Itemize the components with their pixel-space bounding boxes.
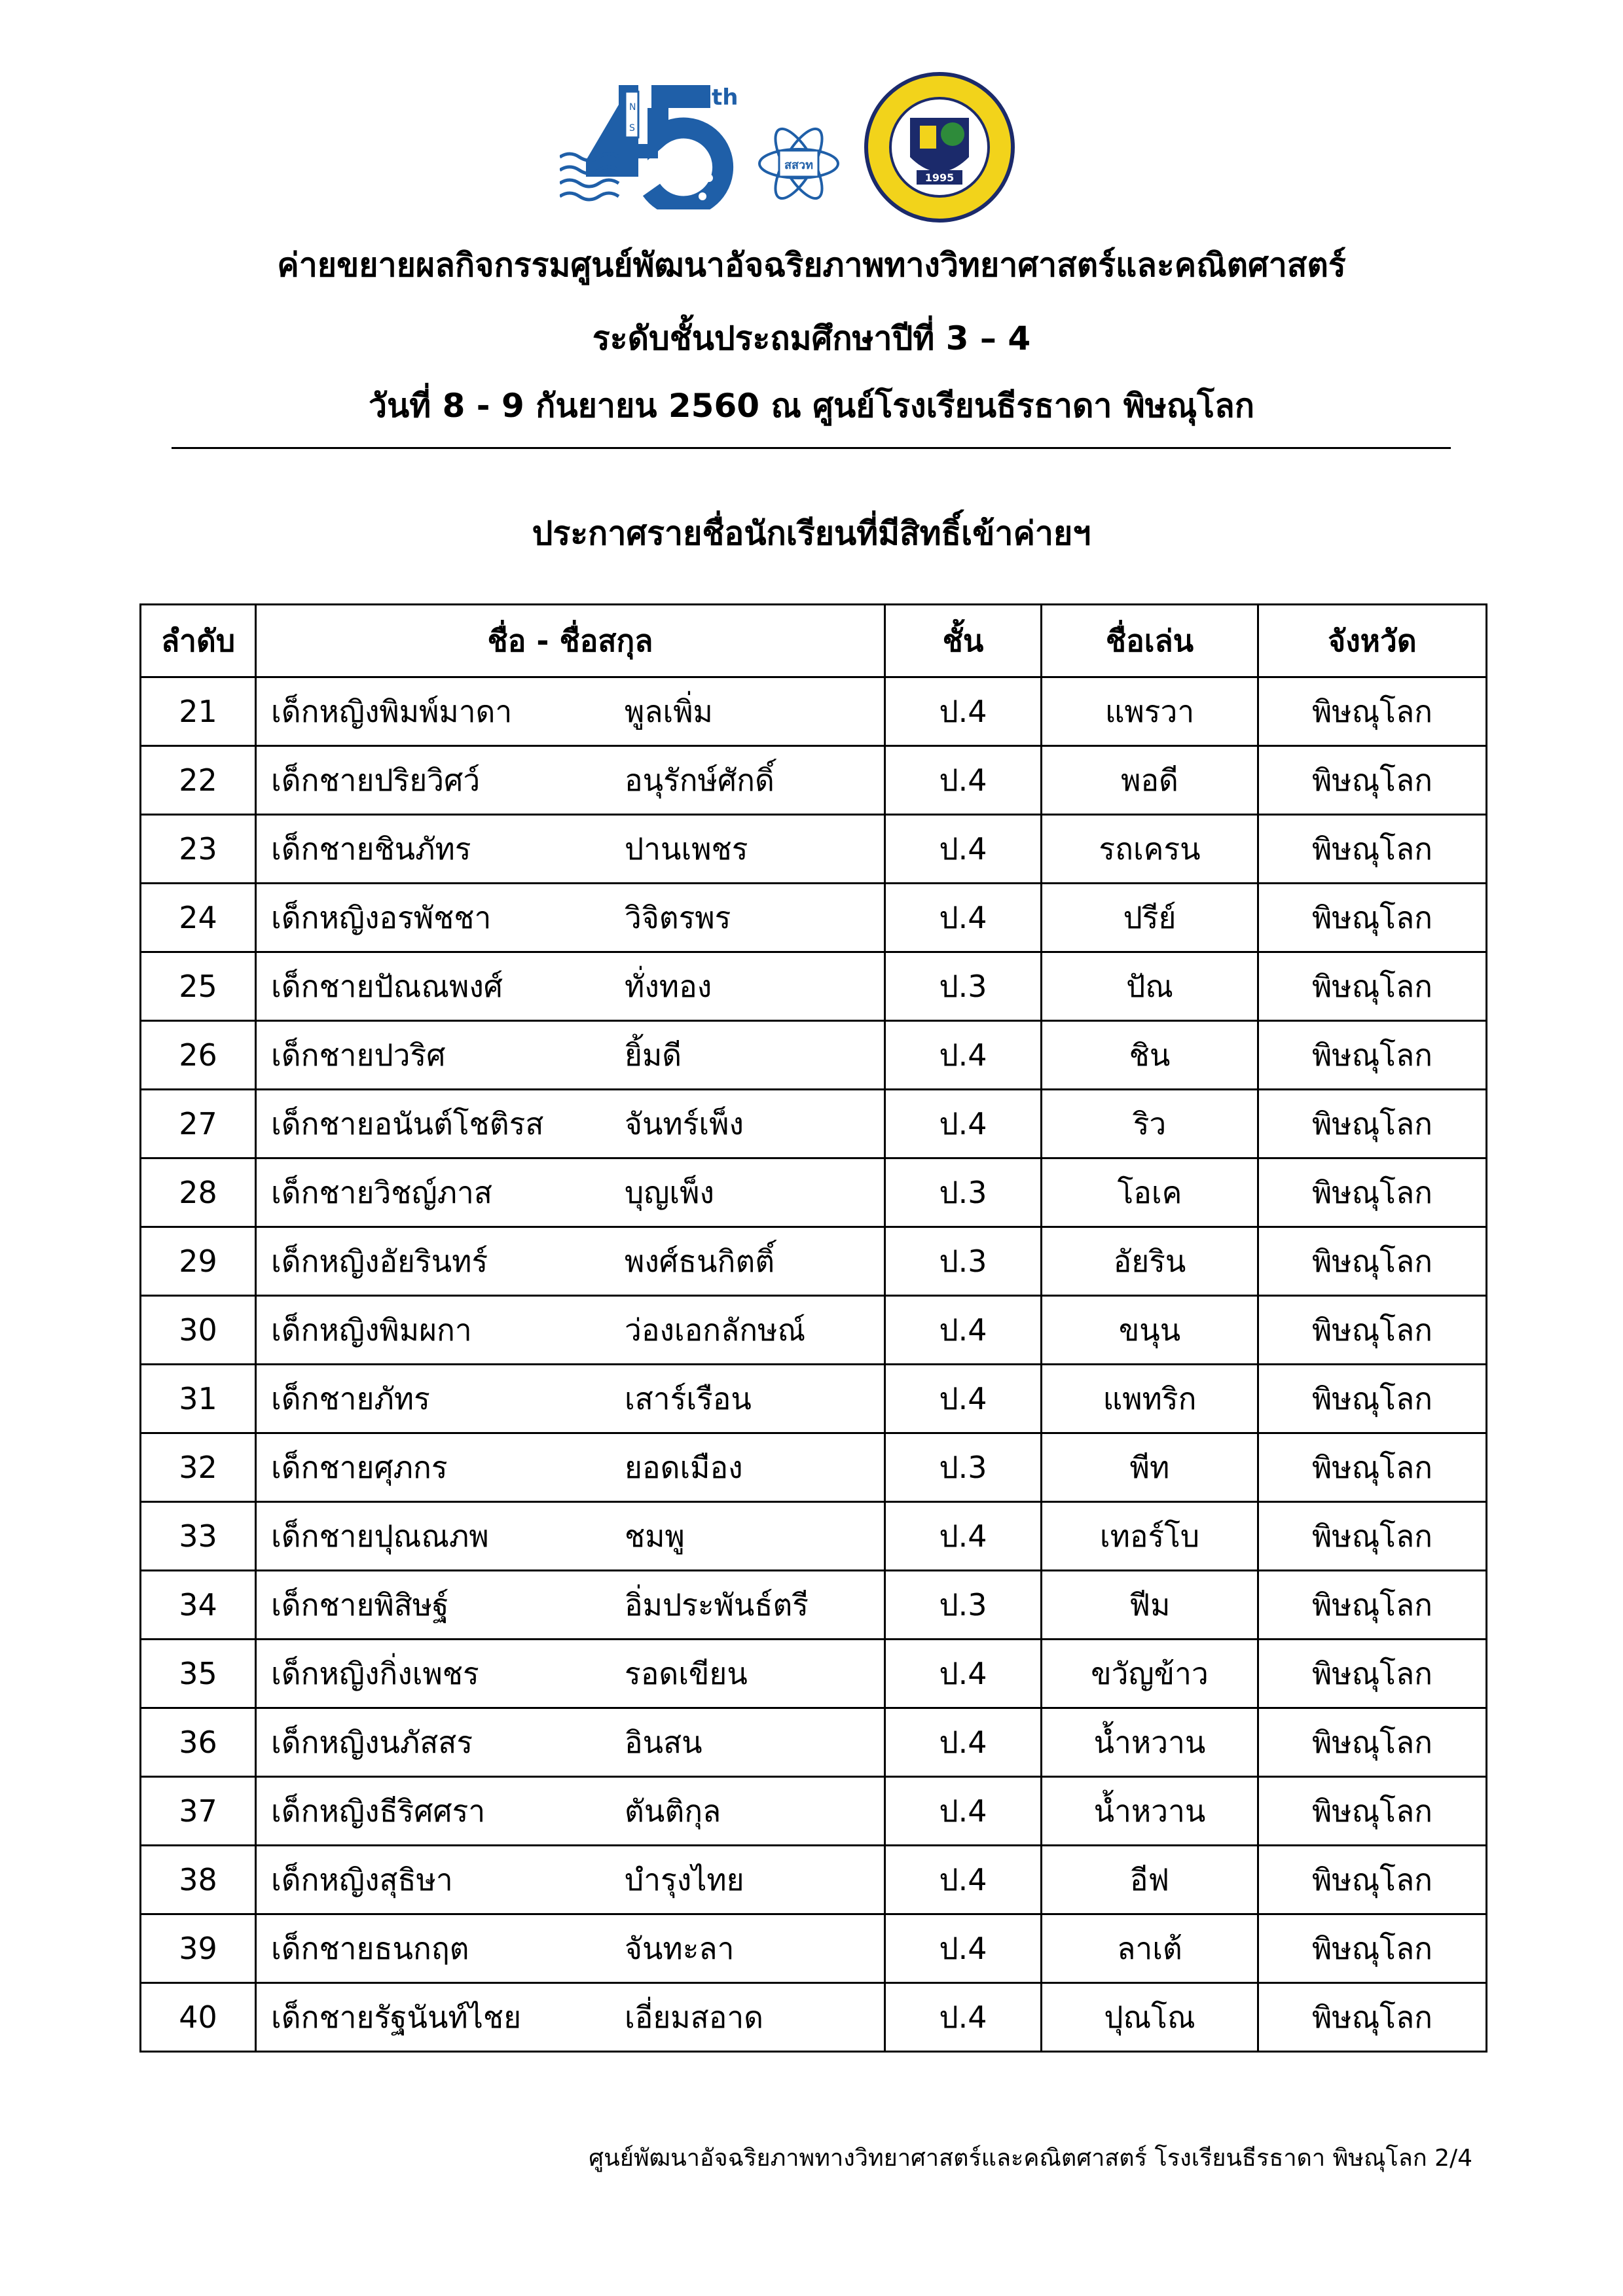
cell-name bbox=[256, 1296, 885, 1365]
cell-name bbox=[256, 1227, 885, 1296]
cell-province: พิษณุโลก bbox=[1258, 1227, 1487, 1296]
cell-name bbox=[256, 1708, 885, 1777]
cell-nickname: ลาเต้ bbox=[1042, 1914, 1258, 1983]
cell-name bbox=[256, 884, 885, 952]
cell-name bbox=[256, 1365, 885, 1433]
last-name: ว่องเอกลักษณ์ bbox=[625, 1312, 806, 1348]
cell-nickname: ปรีย์ bbox=[1042, 884, 1258, 952]
table-row bbox=[141, 1158, 1487, 1227]
cell-grade: ป.4 bbox=[885, 1365, 1042, 1433]
cell-grade: ป.4 bbox=[885, 746, 1042, 815]
last-name: ตันติกุล bbox=[625, 1793, 721, 1829]
cell-grade: ป.4 bbox=[885, 1296, 1042, 1365]
cell-name bbox=[256, 1433, 885, 1502]
cell-no: 24 bbox=[141, 884, 256, 952]
cell-no: 33 bbox=[141, 1502, 256, 1571]
first-name: เด็กชายศุภกร bbox=[271, 1449, 448, 1485]
cell-nickname: ฟีม bbox=[1042, 1571, 1258, 1640]
first-name: เด็กชายวิชญ์ภาส bbox=[271, 1174, 492, 1210]
last-name: พงศ์ธนกิตติ์ bbox=[625, 1243, 775, 1279]
heading-line-3: วันที่ 8 - 9 กันยายน 2560 ณ ศูนย์โรงเรียนธีรธาดา พิษณุโลก bbox=[368, 387, 1254, 425]
cell-nickname: แพทริก bbox=[1042, 1365, 1258, 1433]
cell-no: 36 bbox=[141, 1708, 256, 1777]
cell-no: 34 bbox=[141, 1571, 256, 1640]
cell-nickname: น้ำหวาน bbox=[1042, 1777, 1258, 1846]
first-name: เด็กชายพิสิษฐ์ bbox=[271, 1587, 449, 1623]
cell-nickname: ปุณโณ bbox=[1042, 1983, 1258, 2052]
cell-nickname: แพรวา bbox=[1042, 677, 1258, 746]
first-name: เด็กหญิงพิมพ์มาดา bbox=[271, 693, 513, 729]
last-name: พูลเพิ่ม bbox=[625, 693, 713, 729]
cell-no: 22 bbox=[141, 746, 256, 815]
cell-grade: ป.4 bbox=[885, 884, 1042, 952]
cell-grade: ป.4 bbox=[885, 1090, 1042, 1158]
cell-grade: ป.4 bbox=[885, 815, 1042, 884]
table-row bbox=[141, 815, 1487, 884]
cell-grade: ป.4 bbox=[885, 1846, 1042, 1914]
table-header-row bbox=[141, 605, 1487, 677]
cell-name bbox=[256, 1914, 885, 1983]
logo-th-sup: th bbox=[712, 84, 739, 111]
table-row bbox=[141, 1708, 1487, 1777]
cell-nickname: รถเครน bbox=[1042, 815, 1258, 884]
cell-province: พิษณุโลก bbox=[1258, 1983, 1487, 2052]
ipst-logo bbox=[756, 111, 841, 209]
table-row bbox=[141, 746, 1487, 815]
table-row bbox=[141, 1640, 1487, 1708]
last-name: เสาร์เรือน bbox=[625, 1380, 752, 1416]
last-name: ปานเพชร bbox=[625, 831, 748, 867]
cell-no: 39 bbox=[141, 1914, 256, 1983]
cell-grade: ป.4 bbox=[885, 1983, 1042, 2052]
last-name: รอดเขียน bbox=[625, 1655, 748, 1691]
cell-nickname: ขนุน bbox=[1042, 1296, 1258, 1365]
first-name: เด็กชายปริยวิศว์ bbox=[271, 762, 481, 798]
cell-no: 38 bbox=[141, 1846, 256, 1914]
cell-province: พิษณุโลก bbox=[1258, 1296, 1487, 1365]
last-name: ทั่งทอง bbox=[625, 968, 712, 1004]
cell-province: พิษณุโลก bbox=[1258, 746, 1487, 815]
cell-grade: ป.4 bbox=[885, 1640, 1042, 1708]
header-province: จังหวัด bbox=[1258, 605, 1487, 677]
cell-province: พิษณุโลก bbox=[1258, 1914, 1487, 1983]
cell-grade: ป.3 bbox=[885, 1227, 1042, 1296]
cell-name bbox=[256, 1846, 885, 1914]
cell-no: 40 bbox=[141, 1983, 256, 2052]
heading-line-1: ค่ายขยายผลกิจกรรมศูนย์พัฒนาอัจฉริยภาพทางวิทยาศาสตร์และคณิตศาสตร์ bbox=[277, 246, 1346, 284]
cell-grade: ป.3 bbox=[885, 1571, 1042, 1640]
logo-n-letter: N bbox=[629, 102, 636, 113]
table-row bbox=[141, 1296, 1487, 1365]
cell-name bbox=[256, 1777, 885, 1846]
cell-province: พิษณุโลก bbox=[1258, 1640, 1487, 1708]
student-table bbox=[139, 603, 1487, 2053]
first-name: เด็กหญิงนภัสสร bbox=[271, 1724, 473, 1760]
table-row bbox=[141, 1433, 1487, 1502]
cell-no: 37 bbox=[141, 1777, 256, 1846]
cell-grade: ป.3 bbox=[885, 1158, 1042, 1227]
cell-province: พิษณุโลก bbox=[1258, 1433, 1487, 1502]
cell-nickname: ริว bbox=[1042, 1090, 1258, 1158]
table-row bbox=[141, 884, 1487, 952]
last-name: ชมพู bbox=[625, 1518, 685, 1554]
cell-nickname: อัยริน bbox=[1042, 1227, 1258, 1296]
cell-nickname: ชิน bbox=[1042, 1021, 1258, 1090]
cell-name bbox=[256, 815, 885, 884]
first-name: เด็กหญิงอรพัชชา bbox=[271, 899, 492, 935]
cell-name bbox=[256, 1158, 885, 1227]
cell-name bbox=[256, 746, 885, 815]
last-name: ยิ้มดี bbox=[625, 1037, 682, 1073]
cell-province: พิษณุโลก bbox=[1258, 677, 1487, 746]
first-name: เด็กชายอนันต์โชติรส bbox=[271, 1105, 544, 1141]
cell-nickname: พีท bbox=[1042, 1433, 1258, 1502]
last-name: อนุรักษ์ศักดิ์ bbox=[625, 762, 775, 798]
first-name: เด็กหญิงธีริศศรา bbox=[271, 1793, 486, 1829]
table-row bbox=[141, 1846, 1487, 1914]
cell-province: พิษณุโลก bbox=[1258, 1090, 1487, 1158]
cell-name bbox=[256, 677, 885, 746]
cell-name bbox=[256, 1502, 885, 1571]
first-name: เด็กหญิงอัยรินทร์ bbox=[271, 1243, 488, 1279]
cell-province: พิษณุโลก bbox=[1258, 1846, 1487, 1914]
cell-nickname: โอเค bbox=[1042, 1158, 1258, 1227]
first-name: เด็กหญิงสุธิษา bbox=[271, 1861, 453, 1897]
cell-grade: ป.4 bbox=[885, 677, 1042, 746]
cell-province: พิษณุโลก bbox=[1258, 1365, 1487, 1433]
logo-s-letter: S bbox=[629, 123, 635, 134]
cell-no: 32 bbox=[141, 1433, 256, 1502]
table-row bbox=[141, 1021, 1487, 1090]
cell-no: 31 bbox=[141, 1365, 256, 1433]
table-row bbox=[141, 1365, 1487, 1433]
cell-province: พิษณุโลก bbox=[1258, 815, 1487, 884]
first-name: เด็กชายปัณณพงศ์ bbox=[271, 968, 503, 1004]
last-name: เอี่ยมสอาด bbox=[625, 1999, 764, 2035]
first-name: เด็กชายธนกฤต bbox=[271, 1930, 469, 1966]
cell-name bbox=[256, 1571, 885, 1640]
header-nickname: ชื่อเล่น bbox=[1042, 605, 1258, 677]
cell-province: พิษณุโลก bbox=[1258, 952, 1487, 1021]
cell-no: 23 bbox=[141, 815, 256, 884]
cell-no: 30 bbox=[141, 1296, 256, 1365]
last-name: บำรุงไทย bbox=[625, 1861, 744, 1897]
last-name: อินสน bbox=[625, 1724, 702, 1760]
page-footer: ศูนย์พัฒนาอัจฉริยภาพทางวิทยาศาสตร์และคณิตศาสตร์ โรงเรียนธีรธาดา พิษณุโลก 2/4 bbox=[589, 2145, 1472, 2172]
cell-name bbox=[256, 1983, 885, 2052]
cell-no: 29 bbox=[141, 1227, 256, 1296]
logo-bar bbox=[0, 72, 1623, 223]
cell-province: พิษณุโลก bbox=[1258, 1708, 1487, 1777]
cell-name bbox=[256, 952, 885, 1021]
cell-name bbox=[256, 1090, 885, 1158]
header-grade: ชั้น bbox=[885, 605, 1042, 677]
table-row bbox=[141, 1090, 1487, 1158]
cell-grade: ป.4 bbox=[885, 1777, 1042, 1846]
cell-nickname: อีฟ bbox=[1042, 1846, 1258, 1914]
last-name: อิ่มประพันธ์ตรี bbox=[625, 1587, 809, 1623]
cell-no: 27 bbox=[141, 1090, 256, 1158]
cell-nickname: ขวัญข้าว bbox=[1042, 1640, 1258, 1708]
cell-grade: ป.4 bbox=[885, 1021, 1042, 1090]
ipst-logo-text: สสวท bbox=[784, 158, 813, 172]
table-row bbox=[141, 1502, 1487, 1571]
heading-divider bbox=[172, 447, 1451, 449]
announcement-title: ประกาศรายชื่อนักเรียนที่มีสิทธิ์เข้าค่ายฯ bbox=[532, 514, 1091, 552]
cell-no: 28 bbox=[141, 1158, 256, 1227]
future-plus-academy-logo bbox=[861, 72, 1018, 223]
table-row bbox=[141, 1914, 1487, 1983]
cell-name bbox=[256, 1640, 885, 1708]
table-row bbox=[141, 1571, 1487, 1640]
table-row bbox=[141, 1777, 1487, 1846]
last-name: ยอดเมือง bbox=[625, 1449, 743, 1485]
first-name: เด็กหญิงกิ่งเพชร bbox=[271, 1655, 479, 1691]
table-row bbox=[141, 1227, 1487, 1296]
cell-province: พิษณุโลก bbox=[1258, 1777, 1487, 1846]
cell-grade: ป.3 bbox=[885, 952, 1042, 1021]
cell-province: พิษณุโลก bbox=[1258, 1502, 1487, 1571]
cell-province: พิษณุโลก bbox=[1258, 1571, 1487, 1640]
cell-nickname: พอดี bbox=[1042, 746, 1258, 815]
cell-no: 35 bbox=[141, 1640, 256, 1708]
header-name: ชื่อ - ชื่อสกุล bbox=[256, 605, 885, 677]
table-row bbox=[141, 677, 1487, 746]
first-name: เด็กชายภัทร bbox=[271, 1380, 430, 1416]
cell-province: พิษณุโลก bbox=[1258, 884, 1487, 952]
45th-anniversary-logo bbox=[560, 79, 756, 209]
heading-line-2: ระดับชั้นประถมศึกษาปีที่ 3 – 4 bbox=[592, 319, 1031, 357]
cell-province: พิษณุโลก bbox=[1258, 1021, 1487, 1090]
cell-no: 25 bbox=[141, 952, 256, 1021]
last-name: จันทร์เพ็ง bbox=[625, 1105, 744, 1141]
logo-year: 1995 bbox=[924, 171, 955, 184]
last-name: บุญเพ็ง bbox=[625, 1174, 714, 1210]
cell-name bbox=[256, 1021, 885, 1090]
cell-nickname: ปัณ bbox=[1042, 952, 1258, 1021]
cell-no: 21 bbox=[141, 677, 256, 746]
cell-grade: ป.3 bbox=[885, 1433, 1042, 1502]
cell-no: 26 bbox=[141, 1021, 256, 1090]
last-name: จันทะลา bbox=[625, 1930, 735, 1966]
first-name: เด็กหญิงพิมผกา bbox=[271, 1312, 472, 1348]
first-name: เด็กชายชินภัทร bbox=[271, 831, 471, 867]
first-name: เด็กชายปุณณภพ bbox=[271, 1518, 489, 1554]
first-name: เด็กชายรัฐนันท์ไชย bbox=[271, 1999, 522, 2035]
table-row bbox=[141, 952, 1487, 1021]
cell-grade: ป.4 bbox=[885, 1708, 1042, 1777]
cell-province: พิษณุโลก bbox=[1258, 1158, 1487, 1227]
cell-nickname: น้ำหวาน bbox=[1042, 1708, 1258, 1777]
last-name: วิจิตรพร bbox=[625, 899, 731, 935]
header-no: ลำดับ bbox=[141, 605, 256, 677]
cell-grade: ป.4 bbox=[885, 1914, 1042, 1983]
cell-grade: ป.4 bbox=[885, 1502, 1042, 1571]
table-row bbox=[141, 1983, 1487, 2052]
first-name: เด็กชายปวริศ bbox=[271, 1037, 446, 1073]
cell-nickname: เทอร์โบ bbox=[1042, 1502, 1258, 1571]
